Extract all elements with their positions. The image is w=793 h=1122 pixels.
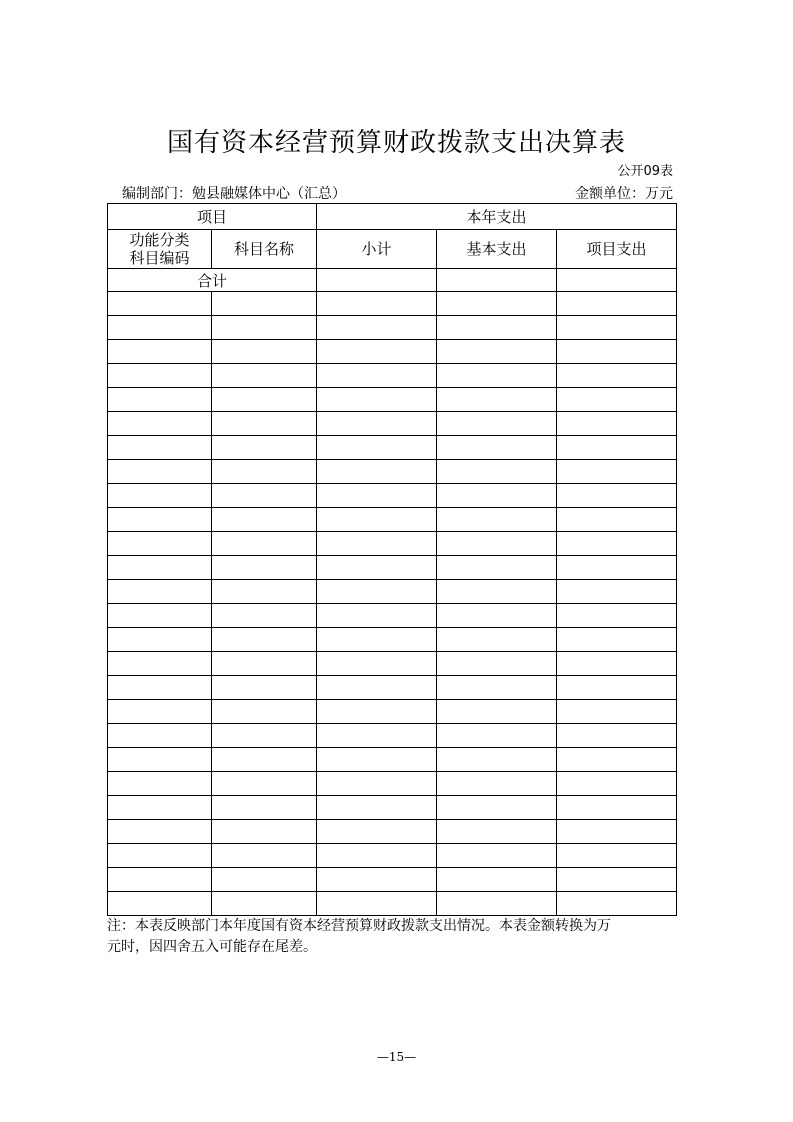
table-cell <box>212 388 317 412</box>
header-code-line1: 功能分类 <box>129 231 190 249</box>
table-cell <box>557 580 677 604</box>
table-cell <box>557 292 677 316</box>
table-cell <box>557 460 677 484</box>
table-row <box>108 700 677 724</box>
table-cell <box>317 604 437 628</box>
table-row <box>108 724 677 748</box>
table-cell <box>557 724 677 748</box>
header-code <box>108 230 212 269</box>
table-cell <box>108 484 212 508</box>
table-cell <box>437 292 557 316</box>
table-cell <box>437 340 557 364</box>
table-cell <box>437 652 557 676</box>
table-cell <box>317 580 437 604</box>
table-cell <box>317 820 437 844</box>
table-cell <box>108 292 212 316</box>
table-row <box>108 460 677 484</box>
table-cell <box>557 340 677 364</box>
table-cell <box>317 412 437 436</box>
table-cell <box>212 532 317 556</box>
header-project-expense: 项目支出 <box>557 230 677 269</box>
table-cell <box>437 388 557 412</box>
table-cell <box>108 748 212 772</box>
table-cell <box>437 412 557 436</box>
table-row <box>108 796 677 820</box>
header-item-group: 项目 <box>108 204 317 230</box>
table-cell <box>212 412 317 436</box>
table-cell <box>437 484 557 508</box>
table-cell <box>212 772 317 796</box>
table-cell <box>437 604 557 628</box>
table-cell <box>437 460 557 484</box>
table-cell <box>108 460 212 484</box>
table-cell <box>212 580 317 604</box>
total-basic-cell <box>437 269 557 292</box>
table-row <box>108 868 677 892</box>
table-row <box>108 604 677 628</box>
table-cell <box>557 772 677 796</box>
table-row <box>108 388 677 412</box>
total-project-cell <box>557 269 677 292</box>
header-code-line2: 科目编码 <box>129 249 190 267</box>
table-cell <box>557 700 677 724</box>
table-cell <box>317 892 437 916</box>
table-cell <box>437 820 557 844</box>
footnote-line1: 注：本表反映部门本年度国有资本经营预算财政拨款支出情况。本表金额转换为万 <box>107 918 611 934</box>
table-cell <box>212 868 317 892</box>
table-row <box>108 364 677 388</box>
table-cell <box>557 652 677 676</box>
table-row <box>108 556 677 580</box>
table-cell <box>212 652 317 676</box>
table-row <box>108 580 677 604</box>
header-expense-group: 本年支出 <box>317 204 677 230</box>
table-row <box>108 628 677 652</box>
table-row <box>108 484 677 508</box>
header-subtotal: 小计 <box>317 230 437 269</box>
table-cell <box>557 748 677 772</box>
expenditure-table <box>107 203 677 916</box>
table-row <box>108 676 677 700</box>
table-cell <box>317 868 437 892</box>
table-cell <box>317 724 437 748</box>
table-cell <box>212 700 317 724</box>
table-cell <box>212 844 317 868</box>
table-cell <box>557 844 677 868</box>
table-cell <box>108 388 212 412</box>
table-cell <box>557 388 677 412</box>
table-cell <box>437 508 557 532</box>
table-cell <box>108 724 212 748</box>
table-cell <box>317 460 437 484</box>
table-cell <box>437 724 557 748</box>
table-cell <box>317 628 437 652</box>
table-cell <box>557 484 677 508</box>
table-cell <box>557 508 677 532</box>
header-row-columns <box>108 230 677 269</box>
table-cell <box>437 844 557 868</box>
table-cell <box>557 364 677 388</box>
table-cell <box>108 316 212 340</box>
header-basic-expense: 基本支出 <box>437 230 557 269</box>
table-cell <box>108 340 212 364</box>
table-cell <box>437 580 557 604</box>
header-row-group <box>108 204 677 230</box>
table-row <box>108 772 677 796</box>
header-subject-name: 科目名称 <box>212 230 317 269</box>
table-cell <box>108 364 212 388</box>
table-cell <box>557 532 677 556</box>
table-cell <box>437 772 557 796</box>
table-cell <box>108 892 212 916</box>
table-cell <box>212 508 317 532</box>
table-row <box>108 820 677 844</box>
total-row <box>108 269 677 292</box>
table-cell <box>437 892 557 916</box>
table-cell <box>212 676 317 700</box>
table-cell <box>317 340 437 364</box>
table-row <box>108 412 677 436</box>
table-cell <box>437 700 557 724</box>
table-cell <box>108 820 212 844</box>
table-cell <box>557 676 677 700</box>
table-row <box>108 844 677 868</box>
table-cell <box>108 700 212 724</box>
table-cell <box>437 628 557 652</box>
table-cell <box>212 364 317 388</box>
table-cell <box>212 820 317 844</box>
table-cell <box>557 820 677 844</box>
table-cell <box>557 796 677 820</box>
table-cell <box>212 292 317 316</box>
table-cell <box>317 796 437 820</box>
table-cell <box>212 748 317 772</box>
table-cell <box>557 436 677 460</box>
total-label: 合计 <box>108 269 317 292</box>
page-number: —15— <box>376 1050 417 1064</box>
table-cell <box>108 508 212 532</box>
table-cell <box>108 628 212 652</box>
footnote <box>107 916 687 958</box>
table-row <box>108 316 677 340</box>
table-cell <box>437 436 557 460</box>
table-cell <box>317 508 437 532</box>
table-cell <box>212 340 317 364</box>
table-cell <box>317 700 437 724</box>
table-cell <box>317 652 437 676</box>
table-cell <box>317 556 437 580</box>
table-cell <box>212 556 317 580</box>
table-cell <box>317 436 437 460</box>
table-cell <box>557 316 677 340</box>
table-cell <box>108 580 212 604</box>
table-row <box>108 652 677 676</box>
table-cell <box>212 892 317 916</box>
table-cell <box>437 796 557 820</box>
table-cell <box>212 316 317 340</box>
table-row <box>108 436 677 460</box>
table-cell <box>437 316 557 340</box>
table-cell <box>317 364 437 388</box>
table-cell <box>108 772 212 796</box>
table-cell <box>437 556 557 580</box>
table-cell <box>317 748 437 772</box>
table-row <box>108 892 677 916</box>
table-cell <box>437 676 557 700</box>
table-cell <box>108 436 212 460</box>
table-cell <box>437 532 557 556</box>
table-cell <box>108 604 212 628</box>
table-cell <box>317 484 437 508</box>
table-cell <box>557 628 677 652</box>
table-cell <box>108 412 212 436</box>
table-cell <box>557 556 677 580</box>
department-label: 编制部门：勉县融媒体中心（汇总） <box>122 186 346 202</box>
table-cell <box>212 460 317 484</box>
form-number: 公开09表 <box>617 164 673 179</box>
table-cell <box>212 628 317 652</box>
table-cell <box>212 484 317 508</box>
table-row <box>108 748 677 772</box>
table-cell <box>557 868 677 892</box>
table-cell <box>108 868 212 892</box>
footnote-line2: 元时，因四舍五入可能存在尾差。 <box>107 939 317 955</box>
table-cell <box>317 532 437 556</box>
table-cell <box>212 436 317 460</box>
unit-label: 金额单位：万元 <box>575 186 673 202</box>
table-cell <box>437 868 557 892</box>
table-cell <box>108 844 212 868</box>
table-cell <box>437 748 557 772</box>
table-cell <box>212 604 317 628</box>
table-cell <box>108 796 212 820</box>
table-cell <box>108 676 212 700</box>
table-cell <box>317 844 437 868</box>
table-cell <box>557 412 677 436</box>
table-row <box>108 340 677 364</box>
table-cell <box>108 556 212 580</box>
table-cell <box>557 604 677 628</box>
table-row <box>108 508 677 532</box>
table-cell <box>317 292 437 316</box>
table-row <box>108 532 677 556</box>
table-cell <box>317 772 437 796</box>
table-cell <box>212 724 317 748</box>
table-cell <box>108 532 212 556</box>
table-cell <box>317 676 437 700</box>
table-row <box>108 292 677 316</box>
table-cell <box>317 388 437 412</box>
table-cell <box>317 316 437 340</box>
table-cell <box>557 892 677 916</box>
table-cell <box>108 652 212 676</box>
total-subtotal-cell <box>317 269 437 292</box>
page-title: 国有资本经营预算财政拨款支出决算表 <box>166 128 626 158</box>
table-cell <box>212 796 317 820</box>
table-cell <box>437 364 557 388</box>
